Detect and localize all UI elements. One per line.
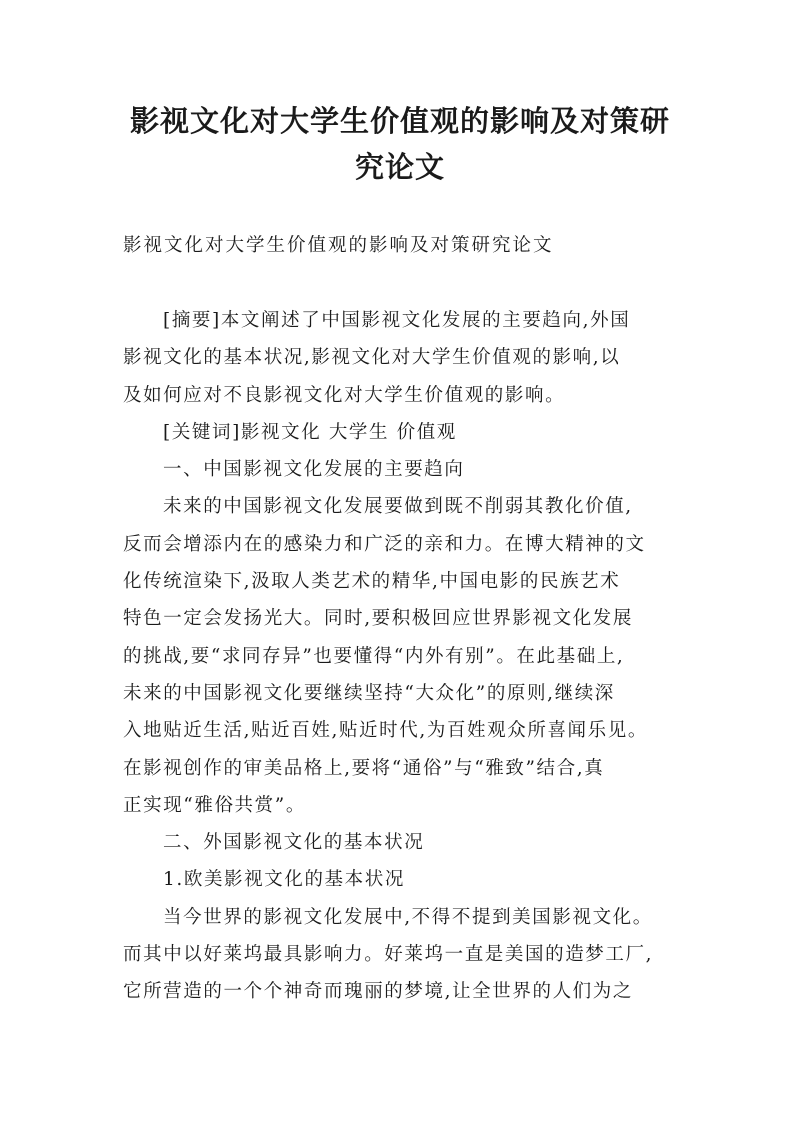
paragraph-line: 它所营造的一个个神奇而瑰丽的梦境,让全世界的人们为之 xyxy=(123,981,633,1003)
section-heading: 二、外国影视文化的基本状况 xyxy=(163,832,425,854)
document-body xyxy=(123,302,688,1011)
keywords-line: [关键词]影视文化 大学生 价值观 xyxy=(163,421,457,443)
paragraph-line: 入地贴近生活,贴近百姓,贴近时代,为百姓观众所喜闻乐见。 xyxy=(123,720,648,742)
section-heading: 一、中国影视文化发展的主要趋向 xyxy=(163,459,465,481)
paragraph-line: 在影视创作的审美品格上,要将“通俗”与“雅致”结合,真 xyxy=(123,757,605,779)
paragraph-line: 当今世界的影视文化发展中,不得不提到美国影视文化。 xyxy=(163,906,653,928)
title-line-2: 究论文 xyxy=(354,150,445,184)
paragraph-line: 而其中以好莱坞最具影响力。好莱坞一直是美国的造梦工厂, xyxy=(123,944,654,966)
title-line-1: 影视文化对大学生价值观的影响及对策研 xyxy=(129,104,670,138)
paragraph-line: 的挑战,要“求同存异”也要懂得“内外有别”。在此基础上, xyxy=(123,645,625,667)
document-title xyxy=(100,98,700,190)
document-subtitle: 影视文化对大学生价值观的影响及对策研究论文 xyxy=(123,235,554,256)
paragraph-line: 反而会增添内在的感染力和广泛的亲和力。在博大精神的文 xyxy=(123,533,646,555)
abstract-line: 影视文化的基本状况,影视文化对大学生价值观的影响,以 xyxy=(123,347,621,369)
paragraph-line: 化传统渲染下,汲取人类艺术的精华,中国电影的民族艺术 xyxy=(123,571,621,593)
paragraph-line: 特色一定会发扬光大。同时,要积极回应世界影视文化发展 xyxy=(123,608,633,630)
paragraph-line: 未来的中国影视文化发展要做到既不削弱其教化价值, xyxy=(163,496,633,518)
abstract-line: [摘要]本文阐述了中国影视文化发展的主要趋向,外国 xyxy=(163,310,631,331)
subsection-heading: 1.欧美影视文化的基本状况 xyxy=(163,869,405,891)
paragraph-line: 正实现“雅俗共赏”。 xyxy=(123,794,306,816)
abstract-line: 及如何应对不良影视文化对大学生价值观的影响。 xyxy=(123,384,566,406)
paragraph-line: 未来的中国影视文化要继续坚持“大众化”的原则,继续深 xyxy=(123,682,615,704)
